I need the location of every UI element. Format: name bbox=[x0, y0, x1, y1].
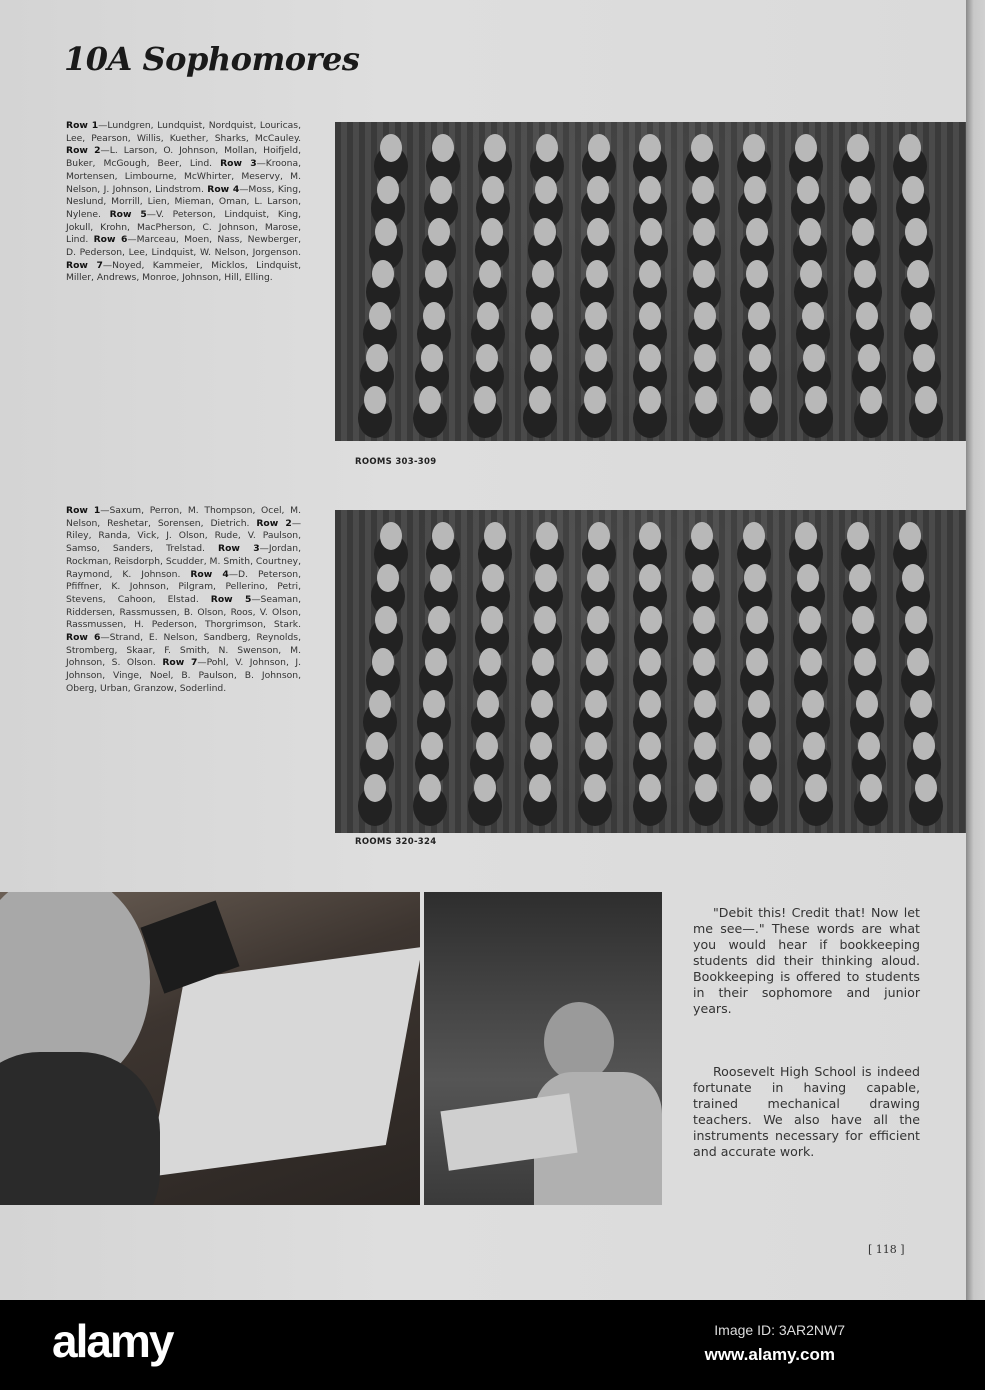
student-face bbox=[586, 260, 608, 288]
row-label: Row 4 bbox=[190, 568, 229, 580]
student-face bbox=[639, 134, 661, 162]
student-face bbox=[534, 218, 556, 246]
student-face bbox=[364, 386, 386, 414]
row-names: —Jordan, Rockman, Reisdorph, Scudder, M. Smith, Courtney, Raymond, K. Johnson. bbox=[66, 543, 301, 580]
student-face bbox=[364, 774, 386, 802]
student-face bbox=[746, 648, 768, 676]
student-face bbox=[588, 522, 610, 550]
student-face bbox=[421, 344, 443, 372]
row-names: —L. Larson, O. Johnson, Mollan, Hoifjeld, Buker, McGough, Beer, Lind. bbox=[66, 145, 301, 170]
student-face bbox=[476, 732, 498, 760]
row-names: —V. Peterson, Lindquist, King, Jokull, Krohn, MacPherson, C. Johnson, Marose, Lind. bbox=[66, 208, 301, 246]
student-face bbox=[587, 176, 609, 204]
watermark-footer bbox=[0, 1300, 985, 1390]
student-face bbox=[585, 690, 607, 718]
student-face bbox=[849, 564, 871, 592]
student-face bbox=[748, 302, 770, 330]
student-face bbox=[915, 386, 937, 414]
student-face bbox=[532, 260, 554, 288]
student-face bbox=[640, 218, 662, 246]
student-face bbox=[797, 564, 819, 592]
student-face bbox=[432, 522, 454, 550]
student-face bbox=[639, 564, 661, 592]
student-face bbox=[849, 176, 871, 204]
student-face bbox=[584, 386, 606, 414]
student-face bbox=[372, 260, 394, 288]
student-face bbox=[529, 774, 551, 802]
row-label: Row 2 bbox=[256, 517, 292, 529]
student-face bbox=[799, 606, 821, 634]
student-face bbox=[695, 774, 717, 802]
student-face bbox=[639, 176, 661, 204]
student-face bbox=[746, 260, 768, 288]
student-face bbox=[640, 606, 662, 634]
student-face bbox=[428, 606, 450, 634]
student-face bbox=[366, 732, 388, 760]
mechanical-drawing-blurb: Roosevelt High School is indeed fortunate in having capable, trained mechanical drawing teachers. We also have all the instruments necessary for efficient and accurate work. bbox=[693, 1064, 920, 1159]
student-face bbox=[795, 522, 817, 550]
row-label: Row 1 bbox=[66, 120, 99, 131]
student-face bbox=[693, 648, 715, 676]
student-face bbox=[748, 690, 770, 718]
student-face bbox=[587, 564, 609, 592]
alamy-logo: alamy bbox=[52, 1315, 173, 1367]
student-face bbox=[531, 302, 553, 330]
student-face bbox=[587, 606, 609, 634]
student-face bbox=[639, 690, 661, 718]
student-face bbox=[800, 260, 822, 288]
student-face bbox=[694, 302, 716, 330]
student-face bbox=[380, 134, 402, 162]
student-face bbox=[799, 218, 821, 246]
student-face bbox=[588, 134, 610, 162]
student-face bbox=[587, 218, 609, 246]
student-face bbox=[531, 690, 553, 718]
student-face bbox=[749, 344, 771, 372]
row-names: —Strand, E. Nelson, Sandberg, Reynolds, Stromberg, Skaar, F. Smith, N. Swenson, M. Johnson, S. Olson. bbox=[66, 632, 302, 669]
student-face bbox=[484, 134, 506, 162]
group-photo-rooms-303-309 bbox=[335, 122, 966, 441]
row-label: Row 6 bbox=[66, 632, 101, 644]
student-face bbox=[802, 302, 824, 330]
row-label: Row 5 bbox=[210, 593, 252, 605]
student-face bbox=[744, 564, 766, 592]
student-face bbox=[691, 134, 713, 162]
page-number: [ 118 ] bbox=[868, 1243, 905, 1256]
student-face bbox=[484, 522, 506, 550]
student-face bbox=[856, 690, 878, 718]
student-face bbox=[805, 386, 827, 414]
student-face bbox=[482, 176, 504, 204]
student-face bbox=[481, 218, 503, 246]
row-label: Row 1 bbox=[66, 505, 101, 516]
student-face bbox=[907, 648, 929, 676]
student-face bbox=[584, 774, 606, 802]
student-face bbox=[694, 732, 716, 760]
student-face bbox=[797, 176, 819, 204]
student-face bbox=[369, 302, 391, 330]
student-face bbox=[899, 134, 921, 162]
student-face bbox=[639, 260, 661, 288]
student-face bbox=[860, 386, 882, 414]
site-link[interactable]: www.alamy.com bbox=[704, 1345, 835, 1364]
student-face bbox=[529, 386, 551, 414]
student-face bbox=[586, 648, 608, 676]
student-face bbox=[372, 648, 394, 676]
student-face bbox=[377, 176, 399, 204]
row-label: Row 4 bbox=[207, 183, 240, 195]
student-face bbox=[852, 606, 874, 634]
student-face bbox=[695, 386, 717, 414]
student-face bbox=[639, 302, 661, 330]
student-face bbox=[854, 260, 876, 288]
student-face bbox=[428, 218, 450, 246]
student-face bbox=[534, 606, 556, 634]
student-face bbox=[430, 176, 452, 204]
group1-names bbox=[66, 120, 301, 285]
student-face bbox=[423, 302, 445, 330]
student-face bbox=[858, 732, 880, 760]
student-face bbox=[585, 302, 607, 330]
student-face bbox=[847, 134, 869, 162]
student-face bbox=[481, 606, 503, 634]
row-names: —D. Peterson, Pfiffner, K. Johnson, Pilgram, Pellerino, Petri, Stevens, Cahoon, Elstad. bbox=[66, 568, 302, 605]
student-face bbox=[902, 564, 924, 592]
row-label: Row 2 bbox=[66, 145, 101, 157]
student-face bbox=[860, 774, 882, 802]
student-face bbox=[585, 344, 607, 372]
student-face bbox=[905, 606, 927, 634]
student-face bbox=[477, 302, 499, 330]
student-face bbox=[856, 302, 878, 330]
student-face bbox=[585, 732, 607, 760]
student-face bbox=[746, 606, 768, 634]
row-names: —Kroona, Mortensen, Limbourne, McWhirter, Meservy, M. Nelson, J. Johnson, Lindstrom. bbox=[66, 158, 301, 195]
student-face bbox=[800, 648, 822, 676]
student-face bbox=[802, 690, 824, 718]
row-label: Row 3 bbox=[218, 543, 260, 555]
row-names: —Marceau, Moen, Nass, Newberger, D. Pederson, Lee, Lindquist, W. Nelson, Jorgenson. bbox=[66, 234, 302, 259]
student-face bbox=[639, 648, 661, 676]
student-face bbox=[419, 386, 441, 414]
group2-names bbox=[66, 505, 301, 696]
student-face bbox=[852, 218, 874, 246]
row-names: —Moss, King, Neslund, Morrill, Lien, Mieman, Oman, L. Larson, Nylene. bbox=[66, 183, 301, 220]
group-photo-rooms-320-324 bbox=[335, 510, 966, 833]
student-face bbox=[803, 344, 825, 372]
student-face bbox=[474, 774, 496, 802]
student-face bbox=[746, 218, 768, 246]
group2-caption: ROOMS 320-324 bbox=[355, 837, 437, 847]
student-face bbox=[639, 344, 661, 372]
image-id: Image ID: 3AR2NW7 bbox=[714, 1322, 845, 1338]
student-face bbox=[693, 606, 715, 634]
row-names: —Riley, Randa, Vick, J. Olson, Rude, V. Paulson, Samso, Sanders, Trelstad. bbox=[66, 517, 301, 555]
student-face bbox=[380, 522, 402, 550]
row-names: —Seaman, Riddersen, Rassmussen, B. Olson, Roos, V. Olson, Rassmussen, H. Pederson, Thorgrimson, Stark. bbox=[66, 593, 301, 631]
student-face bbox=[692, 564, 714, 592]
bookkeeping-photo bbox=[0, 892, 420, 1205]
bookkeeping-blurb: "Debit this! Credit that! Now let me see—." These words are what you would hear if bookkeeping students did their thinking aloud. Bookkeeping is offered to students in their sophomore and junior years. bbox=[693, 905, 920, 1016]
student-face bbox=[795, 134, 817, 162]
student-face bbox=[902, 176, 924, 204]
student-face bbox=[423, 690, 445, 718]
student-face bbox=[805, 774, 827, 802]
row-names: —Saxum, Perron, M. Thompson, Ocel, M. Nelson, Reshetar, Sorensen, Dietrich. bbox=[66, 505, 301, 529]
student-face bbox=[377, 564, 399, 592]
student-face bbox=[694, 344, 716, 372]
student-face bbox=[913, 732, 935, 760]
student-face bbox=[479, 260, 501, 288]
student-face bbox=[430, 564, 452, 592]
student-face bbox=[421, 732, 443, 760]
student-face bbox=[750, 386, 772, 414]
student-face bbox=[474, 386, 496, 414]
student-face bbox=[743, 522, 765, 550]
student-face bbox=[694, 690, 716, 718]
row-label: Row 3 bbox=[220, 158, 257, 170]
student-face bbox=[482, 564, 504, 592]
student-face bbox=[419, 774, 441, 802]
student-face bbox=[854, 648, 876, 676]
student-face bbox=[858, 344, 880, 372]
student-face bbox=[369, 690, 391, 718]
student-face bbox=[913, 344, 935, 372]
student-face bbox=[749, 732, 771, 760]
student-face bbox=[425, 648, 447, 676]
student-face bbox=[915, 774, 937, 802]
student-face bbox=[536, 522, 558, 550]
row-label: Row 6 bbox=[93, 234, 128, 246]
row-label: Row 7 bbox=[162, 657, 198, 669]
student-face bbox=[532, 648, 554, 676]
student-face bbox=[639, 522, 661, 550]
student-face bbox=[479, 648, 501, 676]
student-face bbox=[366, 344, 388, 372]
page-edge-shadow bbox=[966, 0, 985, 1300]
student-face bbox=[476, 344, 498, 372]
student-face bbox=[477, 690, 499, 718]
student-face bbox=[693, 260, 715, 288]
student-face bbox=[750, 774, 772, 802]
student-face bbox=[639, 386, 661, 414]
student-face bbox=[691, 522, 713, 550]
student-face bbox=[530, 732, 552, 760]
mechanical-drawing-photo bbox=[424, 892, 662, 1205]
student-face bbox=[743, 134, 765, 162]
row-label: Row 7 bbox=[66, 259, 103, 271]
student-face bbox=[693, 218, 715, 246]
student-face bbox=[639, 774, 661, 802]
student-face bbox=[905, 218, 927, 246]
row-names: —Pohl, V. Johnson, J. Johnson, Vinge, Noel, B. Paulson, B. Johnson, Oberg, Urban, Granzow, Soderlind. bbox=[66, 657, 302, 694]
student-face bbox=[535, 564, 557, 592]
student-face bbox=[899, 522, 921, 550]
student-face bbox=[375, 606, 397, 634]
student-face bbox=[530, 344, 552, 372]
student-face bbox=[803, 732, 825, 760]
row-names: —Lundgren, Lundquist, Nordquist, Louricas, Lee, Pearson, Willis, Kuether, Sharks, McCauley. bbox=[66, 120, 301, 144]
student-face bbox=[432, 134, 454, 162]
student-face bbox=[910, 302, 932, 330]
student-face bbox=[847, 522, 869, 550]
page-title: 10A Sophomores bbox=[64, 40, 360, 78]
student-face bbox=[744, 176, 766, 204]
student-face bbox=[639, 732, 661, 760]
row-label: Row 5 bbox=[109, 208, 147, 220]
student-face bbox=[375, 218, 397, 246]
student-face bbox=[910, 690, 932, 718]
student-face bbox=[535, 176, 557, 204]
student-face bbox=[425, 260, 447, 288]
row-names: —Noyed, Kammeier, Micklos, Lindquist, Miller, Andrews, Monroe, Johnson, Hill, Elling. bbox=[66, 259, 302, 284]
student-face bbox=[692, 176, 714, 204]
student-face bbox=[536, 134, 558, 162]
student-face bbox=[907, 260, 929, 288]
group1-caption: ROOMS 303-309 bbox=[355, 457, 437, 467]
